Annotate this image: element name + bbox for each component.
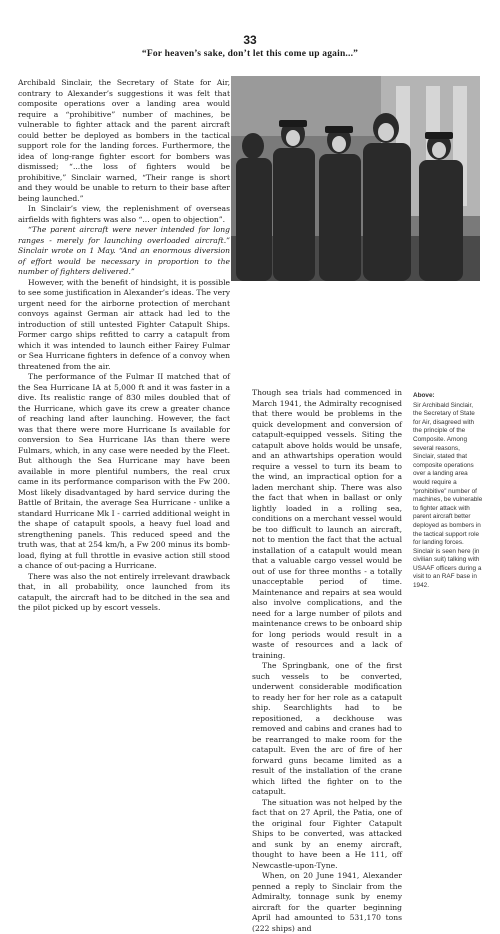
paragraph: Though sea trials had commenced in March 1941, the Admiralty recognised that there would be problems in the quick development and conversion of catapult-equipped vessels. Siting the catapult above holds would be unsafe, and an athwartships operation would require a vessel to turn its beam to the wind, an impractical option for a laden merchant ship. There was also the fact that when in ballast or only lightly loaded in a rolling sea, conditions on a merchant vessel would be too difficult to launch an aircraft, not to mention the fact that the actual installation of a catapult would mean that a valuable cargo vessel would be out of use for three months - a totally unacceptable period of time. Maintenance and repairs at sea would also involve complications, and the need for a large number of pilots and maintenance crews to be onboard ship for long periods would result in a waste of resources and a lack of training. [252,388,402,660]
paragraph: The performance of the Fulmar II matched that of the Sea Hurricane IA at 5,000 ft and it was faster in a dive. Its realistic range of 830 miles doubled that of the Hurricane, which gave its crew a greater chance of reaching land after launching. However, the fact was that there were more Hurricane Is available for conversion to Sea Hurricane IAs than there were Fulmars, which, in any case were needed by the Fleet. But although the Sea Hurricane may have been available in more plentiful numbers, the real crux came in its performance comparison with the Fw 200. Most likely disadvantaged by hard service during the Battle of Britain, the average Sea Hurricane - unlike a standard Hurricane Mk I - carried additional weight in the shape of catapult spools, a heavy fuel load and strengthening panels. This reduced speed and the truth was, that at 254 km/h, a Fw 200 minus its bomb-load, flying at full throttle in evasive action still stood a chance of out-pacing a Hurricane. [18,372,230,570]
quote-paragraph: “The parent aircraft were never intended for long ranges - merely for launching overloaded aircraft.” Sinclair wrote on 1 May. “And an enormous diversion of effort would be necessary in proportion to the number of fighters delivered.” [18,225,230,276]
caption-title: Above: [413,392,435,399]
text-column-right [252,388,402,934]
page-number: 33 [243,33,257,47]
caption-text: Sir Archibald Sinclair, the Secretary of State for Air, disagreed with the principle of the Composite. Among several reasons, Sinclair, stated that composite operations over a landing area would require a “prohibitive” number of machines, be vulnerable to fighter attack with parent aircraft better deployed as bombers in the tactical support role for landing forces. Sinclair is seen here (in civilian suit) talking with USAAF officers during a visit to an RAF base in 1942. [413,401,483,590]
paragraph: When, on 20 June 1941, Alexander penned a reply to Sinclair from the Admiralty, tonnage sunk by enemy aircraft for the quarter beginning April had amounted to 531,170 tons (222 ships) and [252,871,402,933]
historical-photo [231,76,480,281]
photo-caption [413,392,483,591]
paragraph: However, with the benefit of hindsight, it is possible to see some justification in Alexander’s ideas. The very urgent need for the airborne protection of merchant convoys against German air attack had led to the introduction of still untested Fighter Catapult Ships. Former cargo ships refitted to carry a catapult from which it was intended to launch either Fairey Fulmar or Sea Hurricane fighters in defence of a convoy when threatened from the air. [18,277,230,371]
paragraph: The Springbank, one of the first such vessels to be converted, underwent considerable modification to ready her for her role as a catapult ship. Searchlights had to be repositioned, a deckhouse was removed and cabins and cranes had to be rearranged to make room for the catapult. Even the arc of fire of her forward guns became limited as a result of the installation of the crane which lifted the fighter on to the catapult. [252,661,402,796]
paragraph: Archibald Sinclair, the Secretary of State for Air, contrary to Alexander’s suggestions it was felt that composite operations over a landing area would require a “prohibitive” number of machines, be vulnerable to fighter attack and the parent aircraft could better be deployed as bombers in the tactical support role for the landing forces. Furthermore, the idea of long-range fighter escort for bombers was dismissed; “...the loss of fighters would be prohibitive,” Sinclair warned, “Their range is short and they would be unable to return to their base after being launched.” [18,78,230,203]
paragraph: There was also the not entirely irrelevant drawback that, in all probability, once launched from its catapult, the aircraft had to be ditched in the sea and the pilot picked up by escort vessels. [18,571,230,612]
text-column-left [18,78,230,614]
running-head: “For heaven’s sake, don’t let this come up again...” [141,49,359,59]
paragraph: In Sinclair’s view, the replenishment of overseas airfields with fighters was also “... open to objection”. [18,204,230,224]
paragraph: The situation was not helped by the fact that on 27 April, the Patia, one of the original four Fighter Catapult Ships to be converted, was attacked and sunk by an enemy aircraft, thought to have been a He 111, off Newcastle-upon-Tyne. [252,797,402,870]
